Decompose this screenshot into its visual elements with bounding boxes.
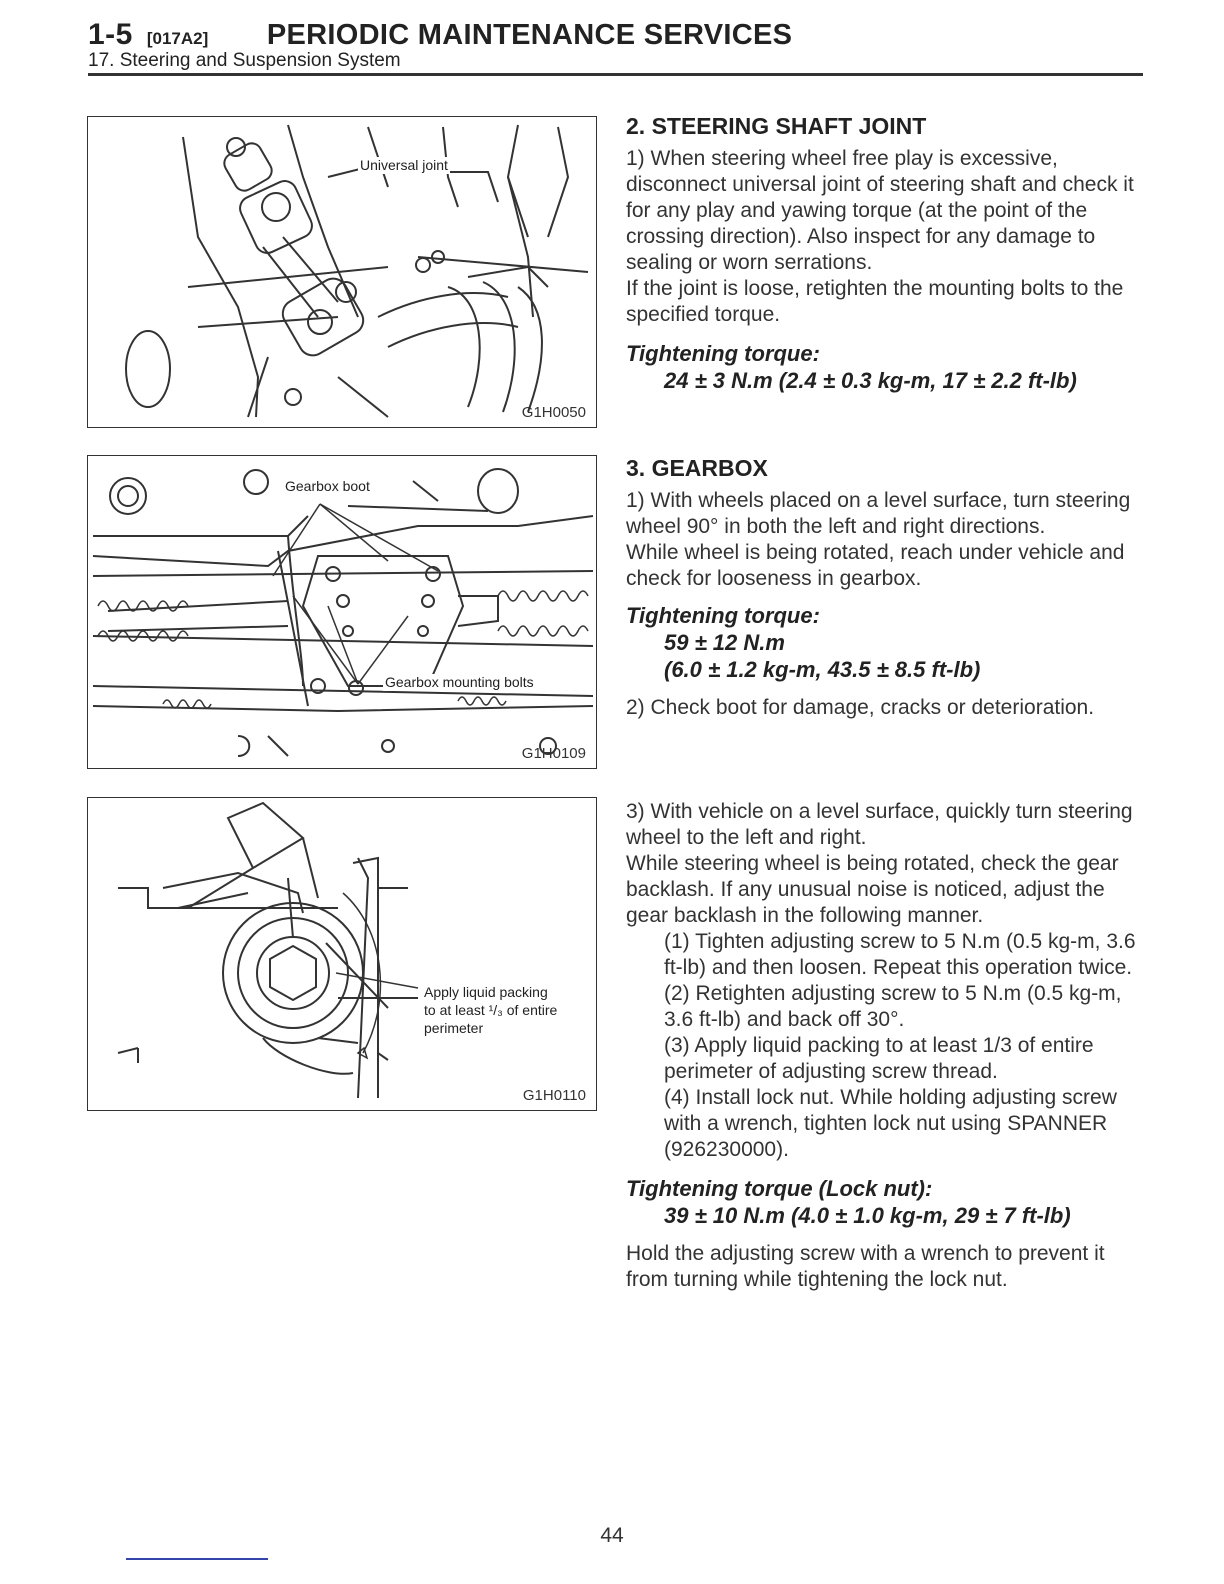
paragraph: 1) With wheels placed on a level surface, turn steering wheel 90° in both the left and right directions. — [626, 489, 1131, 538]
figure-universal-joint — [87, 116, 597, 428]
callout-liquid-packing-3: perimeter — [424, 1020, 484, 1036]
torque-value: 24 ± 3 N.m (2.4 ± 0.3 kg-m, 17 ± 2.2 ft-lb) — [664, 368, 1077, 393]
callout-liquid-packing-1: Apply liquid packing — [424, 984, 548, 1000]
page-subtitle: 17. Steering and Suspension System — [88, 50, 401, 71]
torque-label: Tightening torque (Lock nut): — [626, 1176, 933, 1201]
torque-value: (6.0 ± 1.2 kg-m, 43.5 ± 8.5 ft-lb) — [664, 657, 981, 682]
step-item: (1) Tighten adjusting screw to 5 N.m (0.5 kg-m, 3.6 ft-lb) and then loosen. Repeat this operation twice. — [664, 930, 1136, 979]
footer-line — [126, 1558, 268, 1560]
callout-liquid-packing-2: to at least ¹/₃ of entire — [424, 1002, 558, 1018]
universal-joint-drawing — [88, 117, 596, 427]
paragraph: 3) With vehicle on a level surface, quickly turn steering wheel to the left and right. — [626, 800, 1133, 849]
section-gearbox-backlash — [626, 799, 1141, 1293]
torque-label: Tightening torque: — [626, 341, 820, 366]
figure-gearbox — [87, 455, 597, 769]
adjusting-screw-drawing — [88, 798, 596, 1110]
paragraph: While steering wheel is being rotated, check the gear backlash. If any unusual noise is noticed, adjust the gear backlash in the following manner. — [626, 852, 1119, 927]
figure-id: G1H0110 — [522, 1087, 586, 1104]
callout-universal-joint: Universal joint — [360, 157, 448, 173]
paragraph: While wheel is being rotated, reach under vehicle and check for looseness in gearbox. — [626, 541, 1125, 590]
torque-label: Tightening torque: — [626, 603, 820, 628]
callout-gearbox-mounting-bolts: Gearbox mounting bolts — [385, 674, 534, 690]
paragraph: 1) When steering wheel free play is excessive, disconnect universal joint of steering shaft and check it for any play and yawing torque (at the point of the crossing direction). Also inspect for any damage to sealing or worn serrations. — [626, 147, 1134, 274]
paragraph: 2) Check boot for damage, cracks or deterioration. — [626, 696, 1095, 719]
step-item: (2) Retighten adjusting screw to 5 N.m (0.5 kg-m, 3.6 ft-lb) and back off 30°. — [664, 982, 1122, 1031]
header-line — [88, 18, 1143, 52]
step-item: (4) Install lock nut. While holding adjusting screw with a wrench, tighten lock nut using SPANNER (926230000). — [664, 1086, 1117, 1161]
page-title: PERIODIC MAINTENANCE SERVICES — [266, 19, 793, 51]
step-item: (3) Apply liquid packing to at least 1/3 of entire perimeter of adjusting screw thread. — [664, 1034, 1094, 1083]
header-rule — [88, 73, 1143, 76]
page-section-number: 1-5 — [88, 18, 133, 51]
callout-gearbox-boot: Gearbox boot — [285, 478, 370, 494]
section-steering-shaft-joint — [626, 113, 1141, 394]
figure-adjusting-screw — [87, 797, 597, 1111]
paragraph: Hold the adjusting screw with a wrench to prevent it from turning while tightening the lock nut. — [626, 1242, 1105, 1291]
section-code: [017A2] — [146, 29, 209, 48]
page-header — [88, 18, 1143, 72]
figure-id: G1H0109 — [521, 745, 586, 762]
torque-value: 59 ± 12 N.m — [664, 630, 785, 655]
section-heading: 3. GEARBOX — [626, 455, 768, 481]
paragraph: If the joint is loose, retighten the mounting bolts to the specified torque. — [626, 277, 1124, 326]
torque-value: 39 ± 10 N.m (4.0 ± 1.0 kg-m, 29 ± 7 ft-lb) — [664, 1203, 1071, 1228]
gearbox-drawing — [88, 456, 596, 768]
page-number: 44 — [600, 1524, 624, 1547]
figure-id: G1H0050 — [521, 404, 586, 421]
section-gearbox — [626, 455, 1141, 721]
section-heading: 2. STEERING SHAFT JOINT — [626, 113, 927, 139]
